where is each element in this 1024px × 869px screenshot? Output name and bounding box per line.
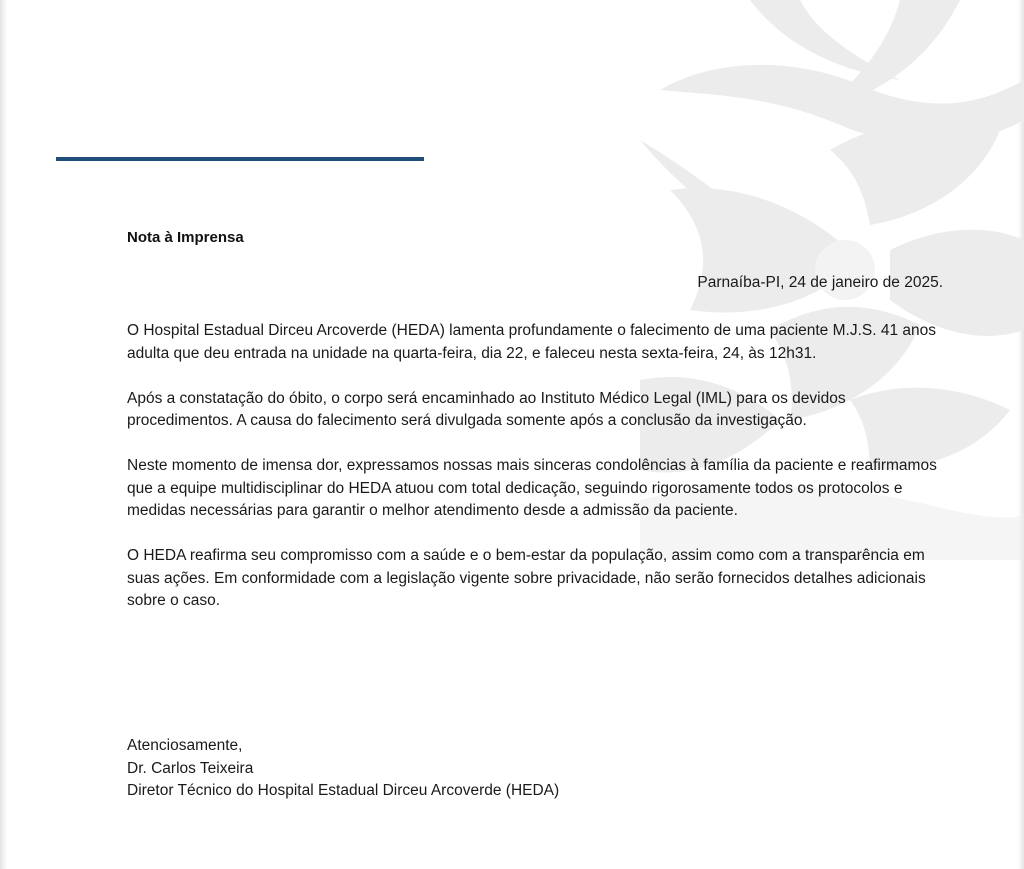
signature-block — [127, 735, 559, 803]
signer-name: Dr. Carlos Teixeira — [127, 759, 254, 777]
body-paragraph: Após a constatação do óbito, o corpo será encaminhado ao Instituto Médico Legal (IML) para os devidos procedimentos. A causa do falecimento será divulgada somente após a conclusão da investigação. — [127, 389, 846, 429]
body-paragraph: O Hospital Estadual Dirceu Arcoverde (HEDA) lamenta profundamente o falecimento de uma paciente M.J.S. 41 anos adulta que deu entrada na unidade na quarta-feira, dia 22, e faleceu nesta sexta-feira, 24, às 12h31. — [127, 322, 936, 362]
body-paragraph: O HEDA reafirma seu compromisso com a saúde e o bem-estar da população, assim como com a transparência em suas ações. Em conformidade com a legislação vigente sobre privacidade, não serão fornecidos detalhes adicionais sobre o caso. — [127, 547, 926, 609]
closing-text: Atenciosamente, — [127, 737, 243, 754]
document-heading: Nota à Imprensa — [127, 229, 244, 246]
document-body — [127, 320, 943, 635]
signer-title: Diretor Técnico do Hospital Estadual Dirceu Arcoverde (HEDA) — [127, 782, 560, 799]
body-paragraph: Neste momento de imensa dor, expressamos nossas mais sinceras condolências à família da paciente e reafirmamos que a equipe multidisciplinar do HEDA atuou com total dedicação, seguindo rigorosamente todos os protocolos e medidas necessárias para garantir o melhor atendimento desde a admissão da paciente. — [127, 457, 937, 519]
page-left-edge-shadow — [0, 0, 8, 869]
header-accent-line — [56, 157, 424, 161]
document-date: Parnaíba-PI, 24 de janeiro de 2025. — [697, 274, 943, 291]
